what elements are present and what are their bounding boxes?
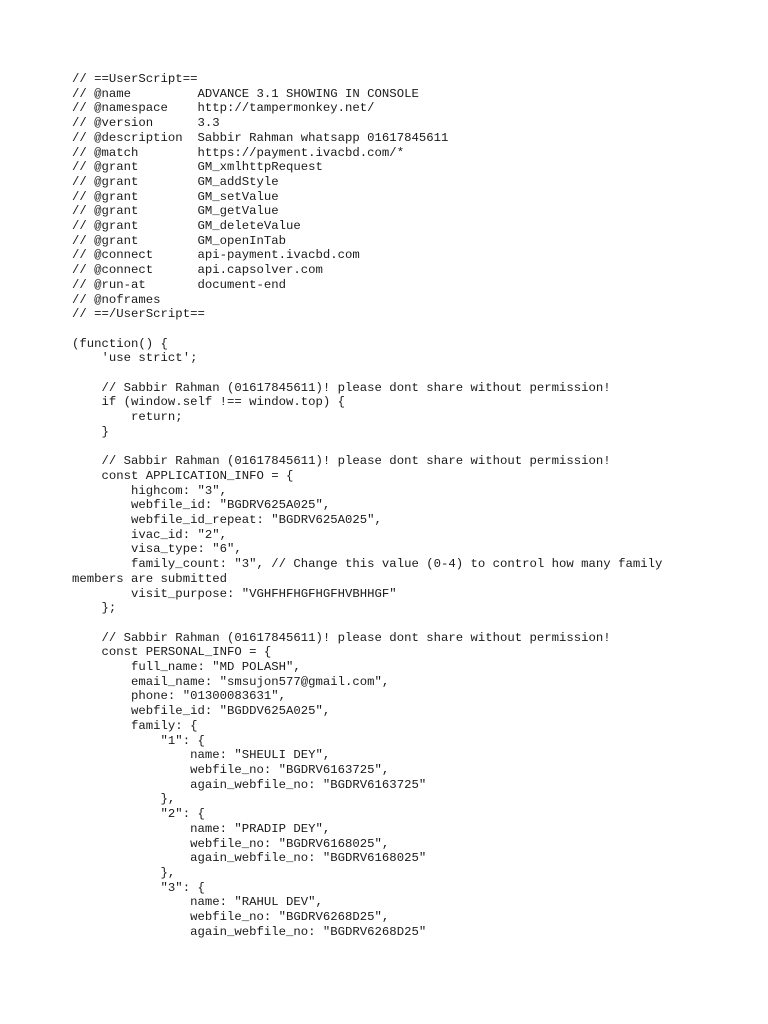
- code-line: [72, 440, 692, 455]
- code-line: };: [72, 601, 117, 616]
- code-line: webfile_id: "BGDRV625A025",: [72, 498, 331, 513]
- code-line: ivac_id: "2",: [72, 527, 227, 542]
- code-line: again_webfile_no: "BGDRV6168025": [72, 851, 427, 866]
- code-line: // @grant GM_setValue: [72, 189, 279, 204]
- code-line: name: "PRADIP DEY",: [72, 821, 331, 836]
- code-line: // @match https://payment.ivacbd.com/*: [72, 145, 405, 160]
- code-line: name: "RAHUL DEV",: [72, 895, 323, 910]
- code-line: }: [72, 424, 109, 439]
- code-line: "3": {: [72, 880, 205, 895]
- code-line: webfile_no: "BGDRV6163725",: [72, 762, 390, 777]
- code-line: // Sabbir Rahman (01617845611)! please dont share without permission!: [72, 380, 611, 395]
- code-line: if (window.self !== window.top) {: [72, 395, 346, 410]
- code-line: // @run-at document-end: [72, 277, 287, 292]
- code-line: },: [72, 792, 176, 807]
- code-line: const PERSONAL_INFO = {: [72, 645, 272, 660]
- code-line: },: [72, 865, 176, 880]
- code-line: // @name ADVANCE 3.1 SHOWING IN CONSOLE: [72, 86, 419, 101]
- code-line: visa_type: "6",: [72, 542, 242, 557]
- code-line: webfile_id_repeat: "BGDRV625A025",: [72, 513, 382, 528]
- code-line: // Sabbir Rahman (01617845611)! please dont share without permission!: [72, 454, 611, 469]
- code-line: return;: [72, 410, 183, 425]
- code-line: highcom: "3",: [72, 483, 227, 498]
- code-line: // @grant GM_openInTab: [72, 233, 287, 248]
- code-line: webfile_id: "BGDDV625A025",: [72, 704, 331, 719]
- code-line: // Sabbir Rahman (01617845611)! please dont share without permission!: [72, 630, 611, 645]
- code-line: [72, 616, 692, 631]
- code-line: phone: "01300083631",: [72, 689, 287, 704]
- code-line: full_name: "MD POLASH",: [72, 660, 301, 675]
- code-line: // @grant GM_deleteValue: [72, 219, 301, 234]
- code-line: // @grant GM_addStyle: [72, 174, 279, 189]
- code-line: // ==/UserScript==: [72, 307, 205, 322]
- code-line: // @connect api-payment.ivacbd.com: [72, 248, 360, 263]
- code-line: // @description Sabbir Rahman whatsapp 01617845611: [72, 130, 449, 145]
- code-line: [72, 322, 692, 337]
- code-line: "2": {: [72, 807, 205, 822]
- code-listing: [72, 72, 692, 939]
- code-line: "1": {: [72, 733, 205, 748]
- code-line: // @grant GM_xmlhttpRequest: [72, 160, 323, 175]
- code-line: // ==UserScript==: [72, 72, 198, 86]
- code-line: // @grant GM_getValue: [72, 204, 279, 219]
- code-line: visit_purpose: "VGHFHFHGFHGFHVBHHGF": [72, 586, 397, 601]
- code-line: (function() {: [72, 336, 168, 351]
- code-line: // @namespace http://tampermonkey.net/: [72, 101, 375, 116]
- code-line: [72, 366, 692, 381]
- code-line: family: {: [72, 718, 198, 733]
- code-line: // @connect api.capsolver.com: [72, 263, 323, 278]
- code-line: name: "SHEULI DEY",: [72, 748, 331, 763]
- code-line: 'use strict';: [72, 351, 198, 366]
- code-line: webfile_no: "BGDRV6168025",: [72, 836, 390, 851]
- code-line: email_name: "smsujon577@gmail.com",: [72, 674, 390, 689]
- code-line: family_count: "3", // Change this value (0-4) to control how many family: [72, 557, 663, 572]
- code-line: again_webfile_no: "BGDRV6268D25": [72, 924, 427, 939]
- code-line: // @version 3.3: [72, 116, 220, 131]
- code-line: webfile_no: "BGDRV6268D25",: [72, 910, 390, 925]
- code-line: const APPLICATION_INFO = {: [72, 468, 294, 483]
- code-line: again_webfile_no: "BGDRV6163725": [72, 777, 427, 792]
- code-line: // @noframes: [72, 292, 161, 307]
- code-line: members are submitted: [72, 571, 227, 586]
